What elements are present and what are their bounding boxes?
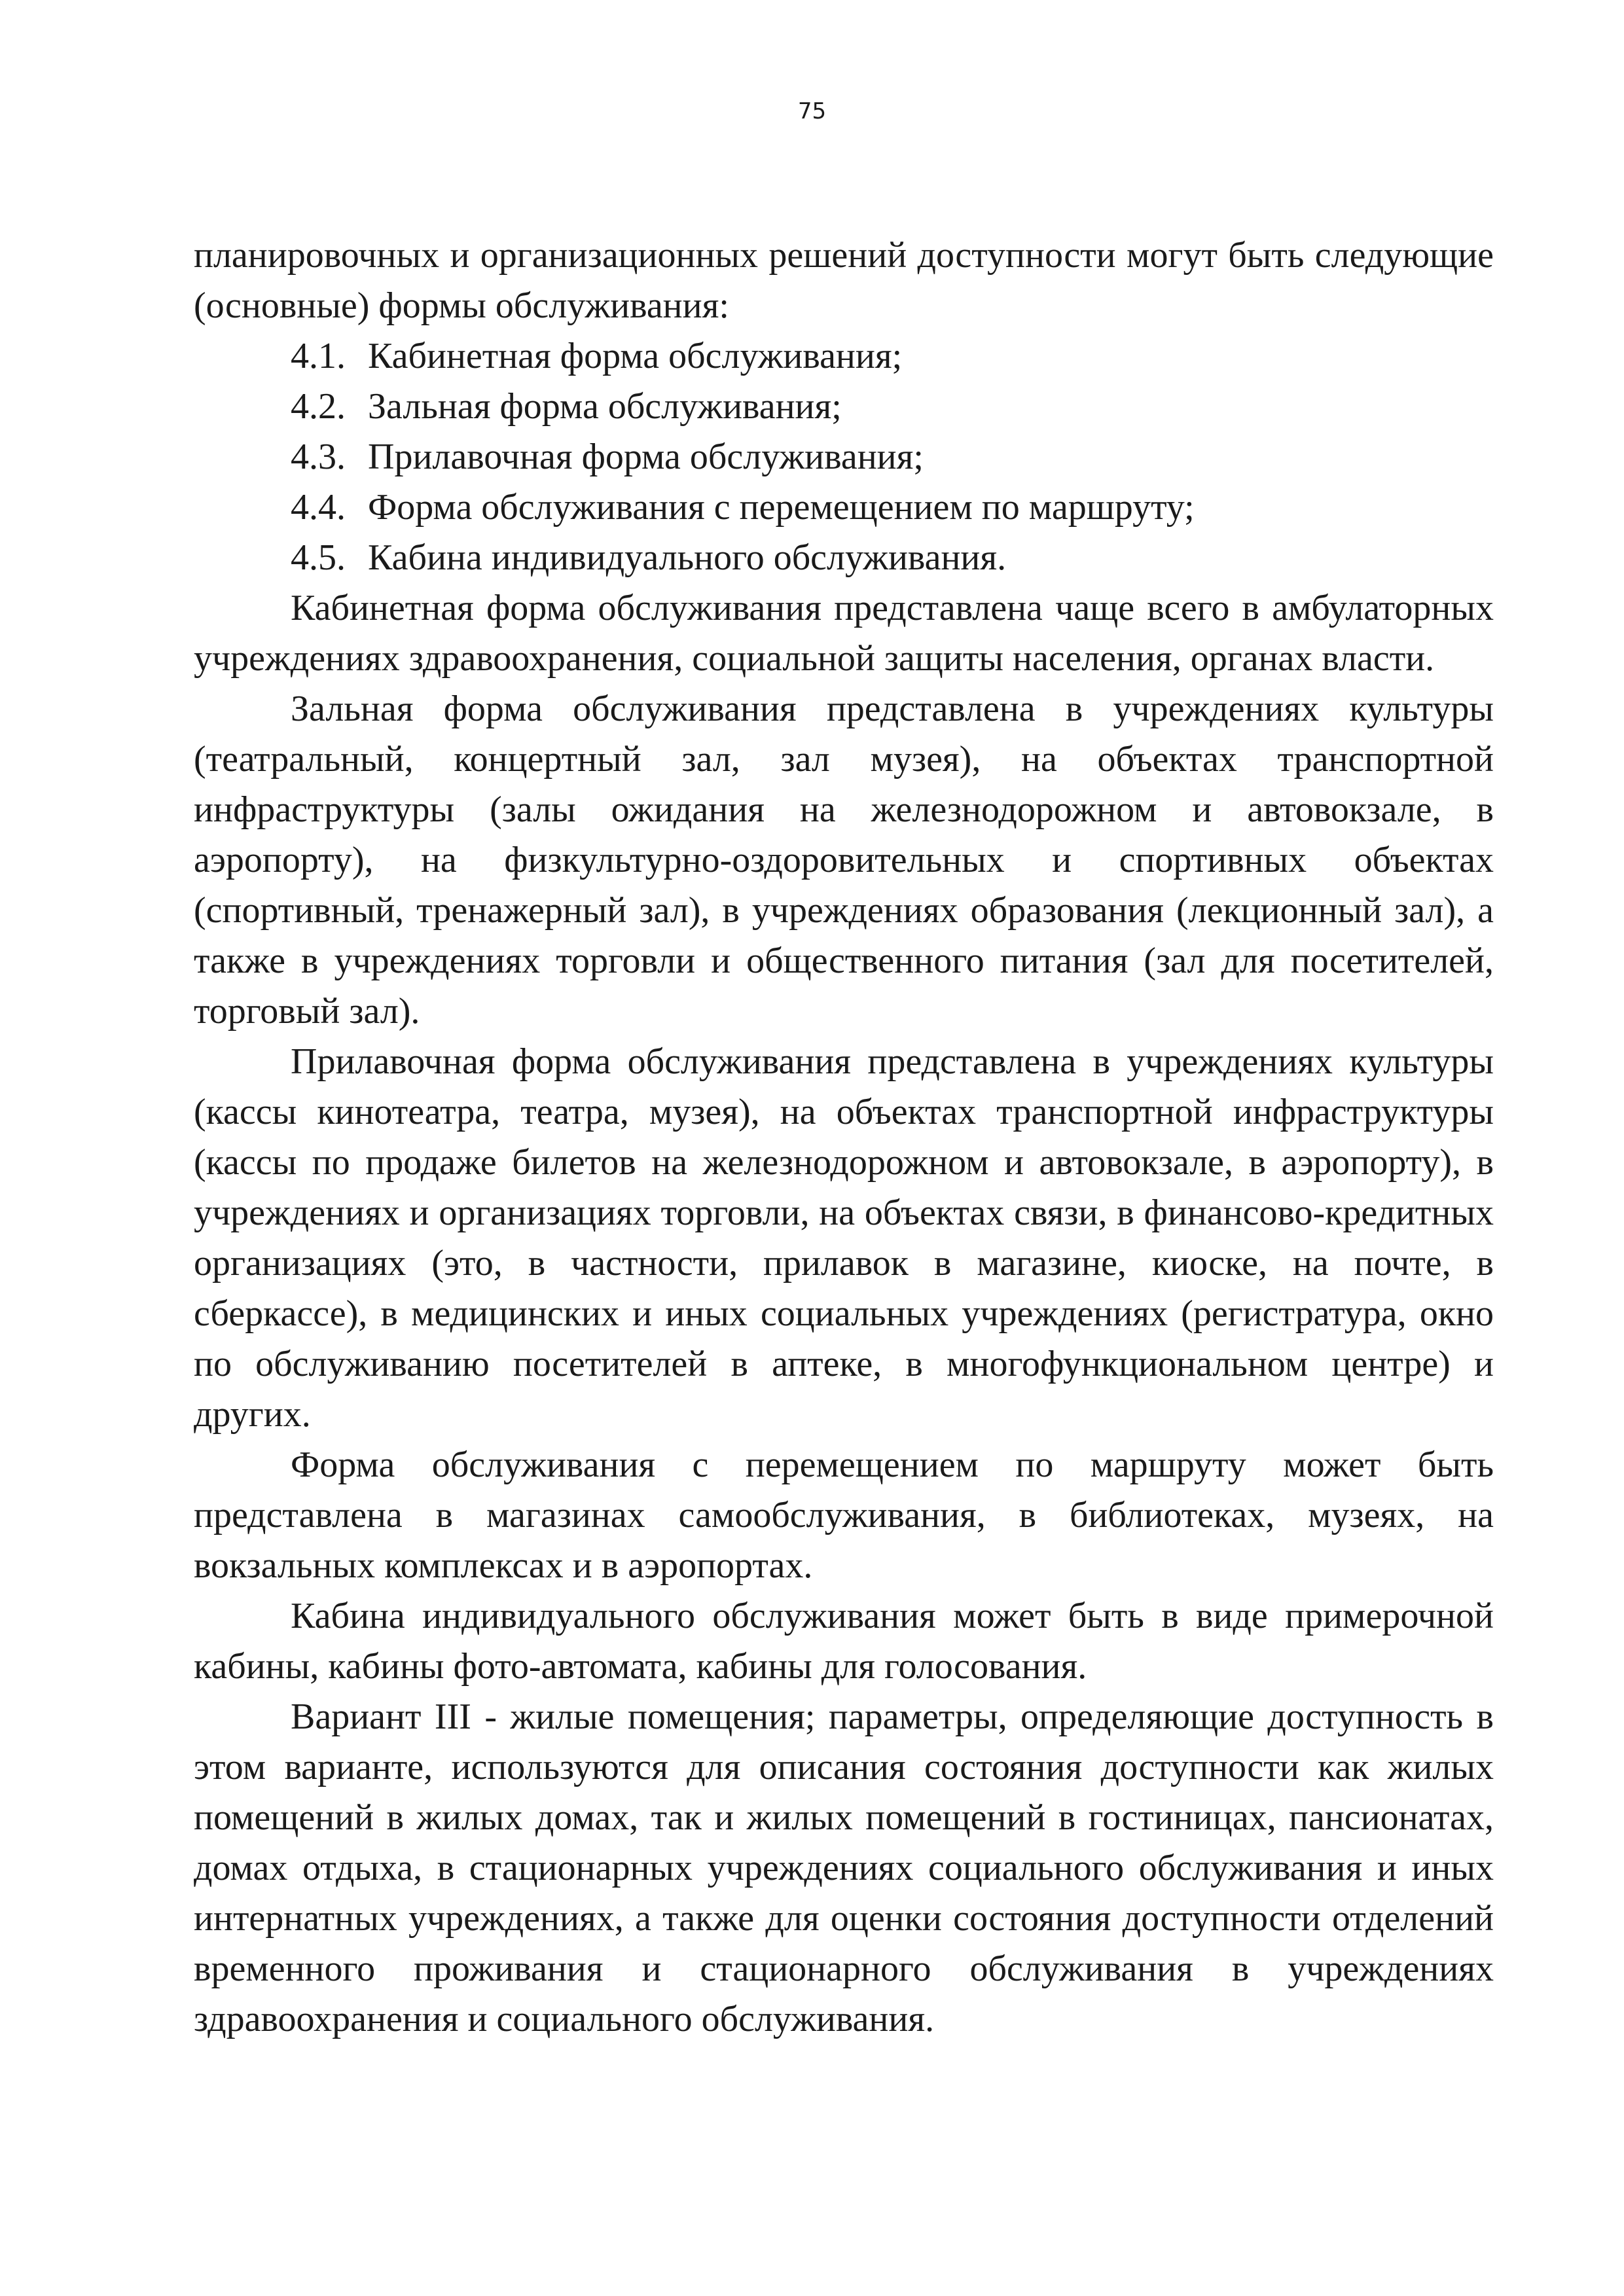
- page-number: 75: [797, 98, 827, 124]
- list-item-number: 4.3.: [291, 437, 346, 477]
- paragraph-cabinet-form: Кабинетная форма обслуживания представлена чаще всего в амбулаторных учреждениях здравоохранения, социальной защиты населения, органах власти.: [194, 588, 1494, 679]
- list-item-number: 4.4.: [291, 487, 346, 528]
- paragraph-hall-form: Зальная форма обслуживания представлена в учреждениях культуры (театральный, концертный зал, зал музея), на объектах транспортной инфраструктуры (залы ожидания на железнодорожном и автовокзале, в аэропорту), на физкультурно-оздоровительных и спортивных объектах (спортивный, тренажерный зал), в учреждениях образования (лекционный зал), а также в учреждениях торговли и общественного питания (зал для посетителей, торговый зал).: [194, 689, 1494, 1031]
- paragraph-counter-form: Прилавочная форма обслуживания представлена в учреждениях культуры (кассы кинотеатра, театра, музея), на объектах транспортной инфраструктуры (кассы по продаже билетов на железнодорожном и автовокзале, в аэропорту), в учреждениях и организациях торговли, на объектах связи, в финансово-кредитных организациях (это, в частности, прилавок в магазине, киоске, на почте, в сберкассе), в медицинских и иных социальных учреждениях (регистратура, окно по обслуживанию посетителей в аптеке, в многофункциональном центре) и других.: [194, 1041, 1494, 1435]
- service-forms-list: [194, 331, 1494, 583]
- list-item-label: Прилавочная форма обслуживания;: [368, 437, 924, 477]
- list-item-label: Зальная форма обслуживания;: [368, 386, 842, 427]
- intro-paragraph: планировочных и организационных решений доступности могут быть следующие (основные) формы обслуживания:: [194, 235, 1494, 326]
- list-item: [194, 432, 1494, 482]
- document-body: [194, 230, 1494, 2045]
- list-item: [194, 533, 1494, 583]
- list-item-label: Кабина индивидуального обслуживания.: [368, 537, 1007, 578]
- paragraph-route-form: Форма обслуживания с перемещением по маршруту может быть представлена в магазинах самообслуживания, в библиотеках, музеях, на вокзальных комплексах и в аэропортах.: [194, 1444, 1494, 1586]
- list-item-label: Кабинетная форма обслуживания;: [368, 336, 903, 376]
- paragraph-booth-form: Кабина индивидуального обслуживания может быть в виде примерочной кабины, кабины фото-автомата, кабины для голосования.: [194, 1596, 1494, 1687]
- list-item: [194, 331, 1494, 382]
- list-item-number: 4.2.: [291, 386, 346, 427]
- list-item: [194, 382, 1494, 432]
- list-item-label: Форма обслуживания с перемещением по маршруту;: [368, 487, 1195, 528]
- list-item-number: 4.5.: [291, 537, 346, 578]
- list-item: [194, 482, 1494, 533]
- paragraph-variant-iii: Вариант III - жилые помещения; параметры, определяющие доступность в этом варианте, используются для описания состояния доступности как жилых помещений в жилых домах, так и жилых помещений в гостиницах, пансионатах, домах отдыха, в стационарных учреждениях социального обслуживания и иных интернатных учреждениях, а также для оценки состояния доступности отделений временного проживания и стационарного обслуживания в учреждениях здравоохранения и социального обслуживания.: [194, 1696, 1494, 2039]
- list-item-number: 4.1.: [291, 336, 346, 376]
